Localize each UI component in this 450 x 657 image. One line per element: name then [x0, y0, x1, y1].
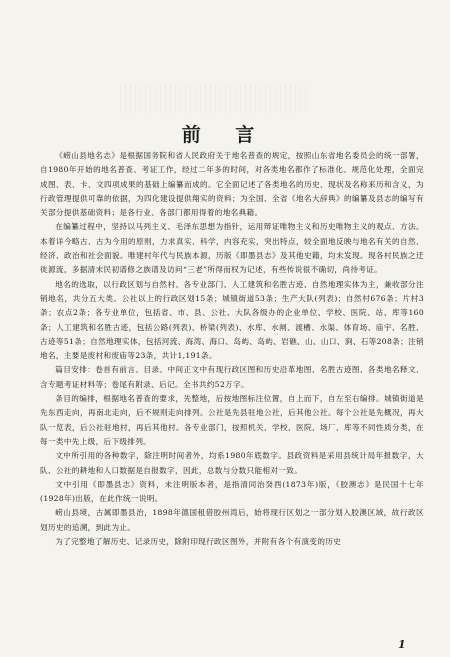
scan-artifact [120, 85, 310, 113]
paragraph: 地名的选取，以行政区划与自然村、各专业部门、人工建筑和名胜古迹、自然地理实体为主，兼收部分注销地名，共分五大类。公社以上的行政区划15条；城镇街道53条；生产大队(列表)；自然村676条；片村3条；农点2条；各专业单位，包括省、市、县、公社、大队各级办的企业单位、学校、医院、站、库等160条；人工建筑和名胜古迹，包括公路(列表)、桥梁(列表)、水库、水闸、渡槽、水渠、体育场、庙宇、名胜、古迹等51条；自然地理实体，包括河流、海湾、海口、岛屿、岛屿、岩礁、山、山口、涧、石等208条；注销地名，主要是废村和废庙等23条，共计1,191条。 [40, 279, 424, 361]
paragraph: 篇目安排：卷首有前言、目录、中间正文中有现行政区图和历史沿革地图、名胜古迹图、各类地名释文、含专题考证材料等；卷尾有附录、后记。全书共约52万字。 [40, 365, 424, 389]
paragraph: 《崂山县地名志》是根据国务院和省人民政府关于地名普查的规定，按照山东省地名委员会的统一部署，自1980年开始的地名普查、考证工作，经过二年多的时间，对各类地名都作了标准化、规范化处理，全面完成图、表、卡、文四项成果的基础上编纂而成的。它全面记述了各类地名的历史、现状及名称来历和含义，为行政管理提供可靠的依据，为四化建设提供翔实的资料；为全国、全省《地名大辞典》的编纂及县志的编写有关部分提供基础资料；是各行业、各部门都用得着的地名典籍。 [40, 151, 424, 218]
paragraph: 为了完整地了解历史、记录历史，除附印现行政区图外，并附有各个有演变的历史 [55, 537, 342, 547]
page-title: 前 言 [181, 124, 269, 146]
body-text [40, 149, 424, 549]
paragraph: 条目的编排，根据地名普查的要求，先整地，后按地图标注位置，自上而下，自左至右编排。城镇街道是先东西走向，再南北走向，后不规则走向排列。公社是先县驻地公社，后其他公社。每个公社是先概况，再大队一览表，后公社驻地村，再后其他村。各专业部门，按照机关、学校、医院、场厂、库等不同性质分类，在每一类中先上级，后下级排列。 [40, 394, 424, 446]
paragraph: 在编纂过程中，坚持以马列主义、毛泽东思想为指针，运用辩证唯物主义和历史唯物主义的观点、方法。本着详今略古、古为今用的原则，力求真实、科学，内容充实，突出特点，较全面地反映与地名有关的自然、经济、政治和社会面貌。唯建村年代与民族本源，历版《即墨县志》及其他史籍，均未发现。现各村民族之迁徙源流，多据清末民初谱修之族谱及访问“三老”所得而权为记述，有些传说很不确切，尚待考证。 [40, 222, 424, 275]
page-number: 1 [398, 638, 406, 651]
paragraph: 崂山县境，古属即墨县治，1898年德国租借胶州湾后，始将现行区划之一部分划入胶澳区域，故行政区划历史的追溯，到此为止。 [40, 508, 424, 532]
paragraph: 文中所引用的各种数字，除注明时间者外，均系1980年底数字。县政资料是采用县统计局年报数字，大队、公社的耕地和人口数据是自报数字，因此，总数与分数只能相对一致。 [40, 451, 424, 475]
paragraph: 文中引用《即墨县志》资料，未注明版本者，是指清同治癸酉(1873年)版，《胶澳志》是民国十七年(1928年)出版，在此作统一说明。 [40, 479, 424, 504]
